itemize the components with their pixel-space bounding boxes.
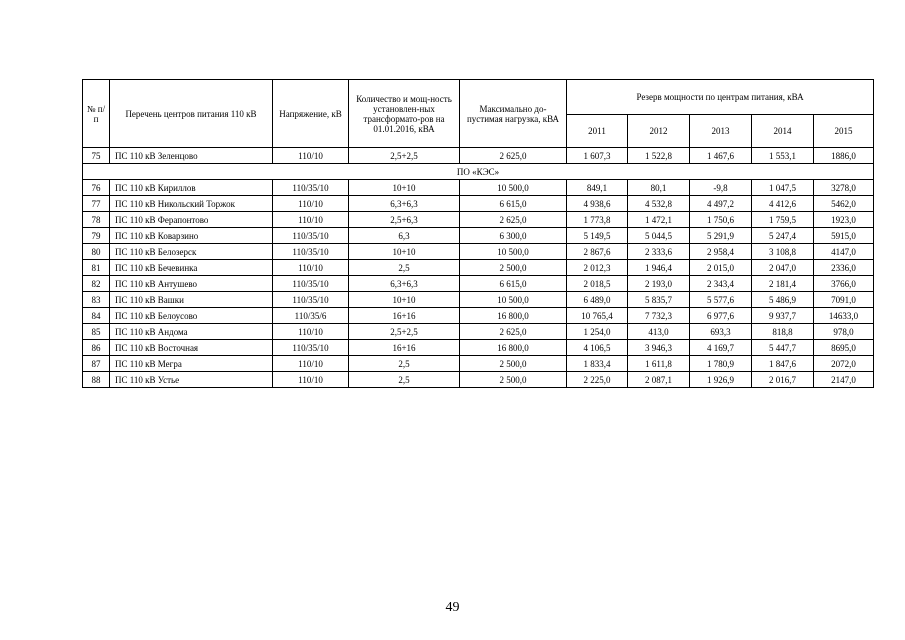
table-header: [83, 80, 874, 148]
cell-max-load: 6 300,0: [460, 228, 567, 244]
cell-name: ПС 110 кВ Мегра: [110, 356, 273, 372]
cell-y2011: 849,1: [567, 180, 628, 196]
cell-y2011: 2 018,5: [567, 276, 628, 292]
cell-transformers: 2,5+2,5: [349, 324, 460, 340]
cell-num: 85: [83, 324, 110, 340]
cell-transformers: 10+10: [349, 292, 460, 308]
cell-y2012: 413,0: [628, 324, 690, 340]
cell-y2015: 978,0: [814, 324, 874, 340]
cell-max-load: 10 500,0: [460, 244, 567, 260]
cell-num: 86: [83, 340, 110, 356]
cell-max-load: 2 625,0: [460, 148, 567, 164]
cell-y2015: 2072,0: [814, 356, 874, 372]
cell-voltage: 110/35/10: [273, 180, 349, 196]
cell-y2014: 4 412,6: [752, 196, 814, 212]
cell-y2013: 2 958,4: [690, 244, 752, 260]
cell-y2015: 4147,0: [814, 244, 874, 260]
table-row: [83, 244, 874, 260]
cell-y2012: 2 193,0: [628, 276, 690, 292]
cell-y2015: 2147,0: [814, 372, 874, 388]
cell-max-load: 10 500,0: [460, 180, 567, 196]
power-reserve-table: [82, 79, 874, 388]
cell-y2012: 1 522,8: [628, 148, 690, 164]
cell-max-load: 10 500,0: [460, 292, 567, 308]
cell-voltage: 110/10: [273, 324, 349, 340]
cell-y2011: 2 867,6: [567, 244, 628, 260]
cell-name: ПС 110 кВ Белоусово: [110, 308, 273, 324]
cell-y2014: 1 047,5: [752, 180, 814, 196]
header-num: № п/п: [83, 80, 110, 148]
header-voltage: Напряжение, кВ: [273, 80, 349, 148]
cell-voltage: 110/35/10: [273, 228, 349, 244]
cell-y2013: 6 977,6: [690, 308, 752, 324]
cell-name: ПС 110 кВ Бечевинка: [110, 260, 273, 276]
table-row: [83, 308, 874, 324]
cell-y2011: 5 149,5: [567, 228, 628, 244]
cell-y2011: 1 833,4: [567, 356, 628, 372]
cell-y2015: 14633,0: [814, 308, 874, 324]
cell-num: 82: [83, 276, 110, 292]
cell-y2013: 5 577,6: [690, 292, 752, 308]
page-number: 49: [445, 600, 460, 615]
cell-y2011: 1 607,3: [567, 148, 628, 164]
cell-num: 80: [83, 244, 110, 260]
cell-y2014: 1 759,5: [752, 212, 814, 228]
header-transformers: Количество и мощ-ность установлен-ных трансформато-ров на 01.01.2016, кВА: [349, 80, 460, 148]
cell-max-load: 2 625,0: [460, 324, 567, 340]
cell-transformers: 16+16: [349, 308, 460, 324]
cell-y2015: 7091,0: [814, 292, 874, 308]
cell-name: ПС 110 кВ Устье: [110, 372, 273, 388]
cell-voltage: 110/35/10: [273, 276, 349, 292]
cell-y2013: 2 015,0: [690, 260, 752, 276]
cell-y2012: 5 044,5: [628, 228, 690, 244]
header-year-2011: 2011: [567, 115, 628, 148]
cell-num: 77: [83, 196, 110, 212]
cell-transformers: 6,3+6,3: [349, 196, 460, 212]
cell-y2014: 5 447,7: [752, 340, 814, 356]
cell-y2012: 3 946,3: [628, 340, 690, 356]
cell-num: 79: [83, 228, 110, 244]
cell-y2015: 3766,0: [814, 276, 874, 292]
cell-y2012: 80,1: [628, 180, 690, 196]
cell-num: 78: [83, 212, 110, 228]
cell-y2014: 3 108,8: [752, 244, 814, 260]
cell-voltage: 110/35/10: [273, 292, 349, 308]
cell-voltage: 110/10: [273, 372, 349, 388]
cell-voltage: 110/35/10: [273, 340, 349, 356]
cell-num: 87: [83, 356, 110, 372]
cell-y2011: 4 938,6: [567, 196, 628, 212]
cell-max-load: 6 615,0: [460, 196, 567, 212]
cell-max-load: 16 800,0: [460, 340, 567, 356]
cell-name: ПС 110 кВ Андома: [110, 324, 273, 340]
cell-voltage: 110/10: [273, 260, 349, 276]
cell-transformers: 6,3+6,3: [349, 276, 460, 292]
cell-y2013: 4 497,2: [690, 196, 752, 212]
cell-y2014: 9 937,7: [752, 308, 814, 324]
table-row: [83, 228, 874, 244]
cell-y2012: 7 732,3: [628, 308, 690, 324]
cell-voltage: 110/10: [273, 196, 349, 212]
cell-y2014: 1 847,6: [752, 356, 814, 372]
cell-transformers: 2,5: [349, 356, 460, 372]
cell-name: ПС 110 кВ Никольский Торжок: [110, 196, 273, 212]
cell-name: ПС 110 кВ Коварзино: [110, 228, 273, 244]
cell-y2013: 1 926,9: [690, 372, 752, 388]
cell-y2011: 1 254,0: [567, 324, 628, 340]
cell-y2012: 1 472,1: [628, 212, 690, 228]
cell-transformers: 2,5: [349, 372, 460, 388]
cell-y2012: 1 611,8: [628, 356, 690, 372]
header-year-2014: 2014: [752, 115, 814, 148]
table-row: [83, 356, 874, 372]
table-row: [83, 260, 874, 276]
cell-transformers: 10+10: [349, 180, 460, 196]
cell-y2012: 5 835,7: [628, 292, 690, 308]
cell-y2012: 2 087,1: [628, 372, 690, 388]
cell-max-load: 2 625,0: [460, 212, 567, 228]
cell-num: 83: [83, 292, 110, 308]
cell-y2013: -9,8: [690, 180, 752, 196]
cell-y2011: 6 489,0: [567, 292, 628, 308]
cell-voltage: 110/10: [273, 356, 349, 372]
header-year-2012: 2012: [628, 115, 690, 148]
cell-max-load: 16 800,0: [460, 308, 567, 324]
header-year-2015: 2015: [814, 115, 874, 148]
cell-y2011: 2 225,0: [567, 372, 628, 388]
cell-y2014: 5 486,9: [752, 292, 814, 308]
cell-y2013: 1 750,6: [690, 212, 752, 228]
table-body: [83, 148, 874, 388]
cell-voltage: 110/10: [273, 148, 349, 164]
cell-y2015: 5462,0: [814, 196, 874, 212]
cell-y2012: 4 532,8: [628, 196, 690, 212]
cell-y2014: 2 016,7: [752, 372, 814, 388]
cell-name: ПС 110 кВ Вашки: [110, 292, 273, 308]
cell-y2015: 5915,0: [814, 228, 874, 244]
cell-y2014: 2 181,4: [752, 276, 814, 292]
section-row: [83, 164, 874, 180]
cell-y2015: 2336,0: [814, 260, 874, 276]
cell-num: 81: [83, 260, 110, 276]
cell-y2013: 693,3: [690, 324, 752, 340]
cell-y2014: 1 553,1: [752, 148, 814, 164]
cell-transformers: 2,5: [349, 260, 460, 276]
table-row: [83, 148, 874, 164]
cell-name: ПС 110 кВ Антушево: [110, 276, 273, 292]
cell-name: ПС 110 кВ Белозерск: [110, 244, 273, 260]
cell-name: ПС 110 кВ Зеленцово: [110, 148, 273, 164]
cell-transformers: 16+16: [349, 340, 460, 356]
cell-y2011: 2 012,3: [567, 260, 628, 276]
table-row: [83, 324, 874, 340]
table-row: [83, 292, 874, 308]
cell-y2015: 8695,0: [814, 340, 874, 356]
table-row: [83, 196, 874, 212]
cell-transformers: 6,3: [349, 228, 460, 244]
cell-y2013: 1 467,6: [690, 148, 752, 164]
cell-y2015: 1923,0: [814, 212, 874, 228]
cell-name: ПС 110 кВ Ферапонтово: [110, 212, 273, 228]
cell-name: ПС 110 кВ Восточная: [110, 340, 273, 356]
cell-y2013: 5 291,9: [690, 228, 752, 244]
cell-y2015: 1886,0: [814, 148, 874, 164]
header-reserve: Резерв мощности по центрам питания, кВА: [567, 80, 874, 115]
cell-name: ПС 110 кВ Кириллов: [110, 180, 273, 196]
cell-y2012: 1 946,4: [628, 260, 690, 276]
cell-num: 76: [83, 180, 110, 196]
cell-y2011: 4 106,5: [567, 340, 628, 356]
cell-num: 84: [83, 308, 110, 324]
cell-y2015: 3278,0: [814, 180, 874, 196]
cell-y2011: 1 773,8: [567, 212, 628, 228]
cell-y2012: 2 333,6: [628, 244, 690, 260]
cell-y2011: 10 765,4: [567, 308, 628, 324]
cell-max-load: 2 500,0: [460, 356, 567, 372]
cell-y2014: 818,8: [752, 324, 814, 340]
table-row: [83, 372, 874, 388]
table-row: [83, 276, 874, 292]
cell-voltage: 110/35/6: [273, 308, 349, 324]
cell-max-load: 6 615,0: [460, 276, 567, 292]
cell-max-load: 2 500,0: [460, 260, 567, 276]
section-label: ПО «КЭС»: [83, 164, 874, 180]
cell-y2013: 4 169,7: [690, 340, 752, 356]
cell-transformers: 2,5+6,3: [349, 212, 460, 228]
cell-voltage: 110/35/10: [273, 244, 349, 260]
table-row: [83, 212, 874, 228]
cell-num: 88: [83, 372, 110, 388]
table-row: [83, 340, 874, 356]
cell-max-load: 2 500,0: [460, 372, 567, 388]
cell-voltage: 110/10: [273, 212, 349, 228]
header-name: Перечень центров питания 110 кВ: [110, 80, 273, 148]
cell-num: 75: [83, 148, 110, 164]
cell-y2014: 5 247,4: [752, 228, 814, 244]
cell-transformers: 2,5+2,5: [349, 148, 460, 164]
cell-y2014: 2 047,0: [752, 260, 814, 276]
header-year-2013: 2013: [690, 115, 752, 148]
cell-y2013: 1 780,9: [690, 356, 752, 372]
cell-transformers: 10+10: [349, 244, 460, 260]
table-row: [83, 180, 874, 196]
cell-y2013: 2 343,4: [690, 276, 752, 292]
header-max-load: Максимально до-пустимая нагрузка, кВА: [460, 80, 567, 148]
